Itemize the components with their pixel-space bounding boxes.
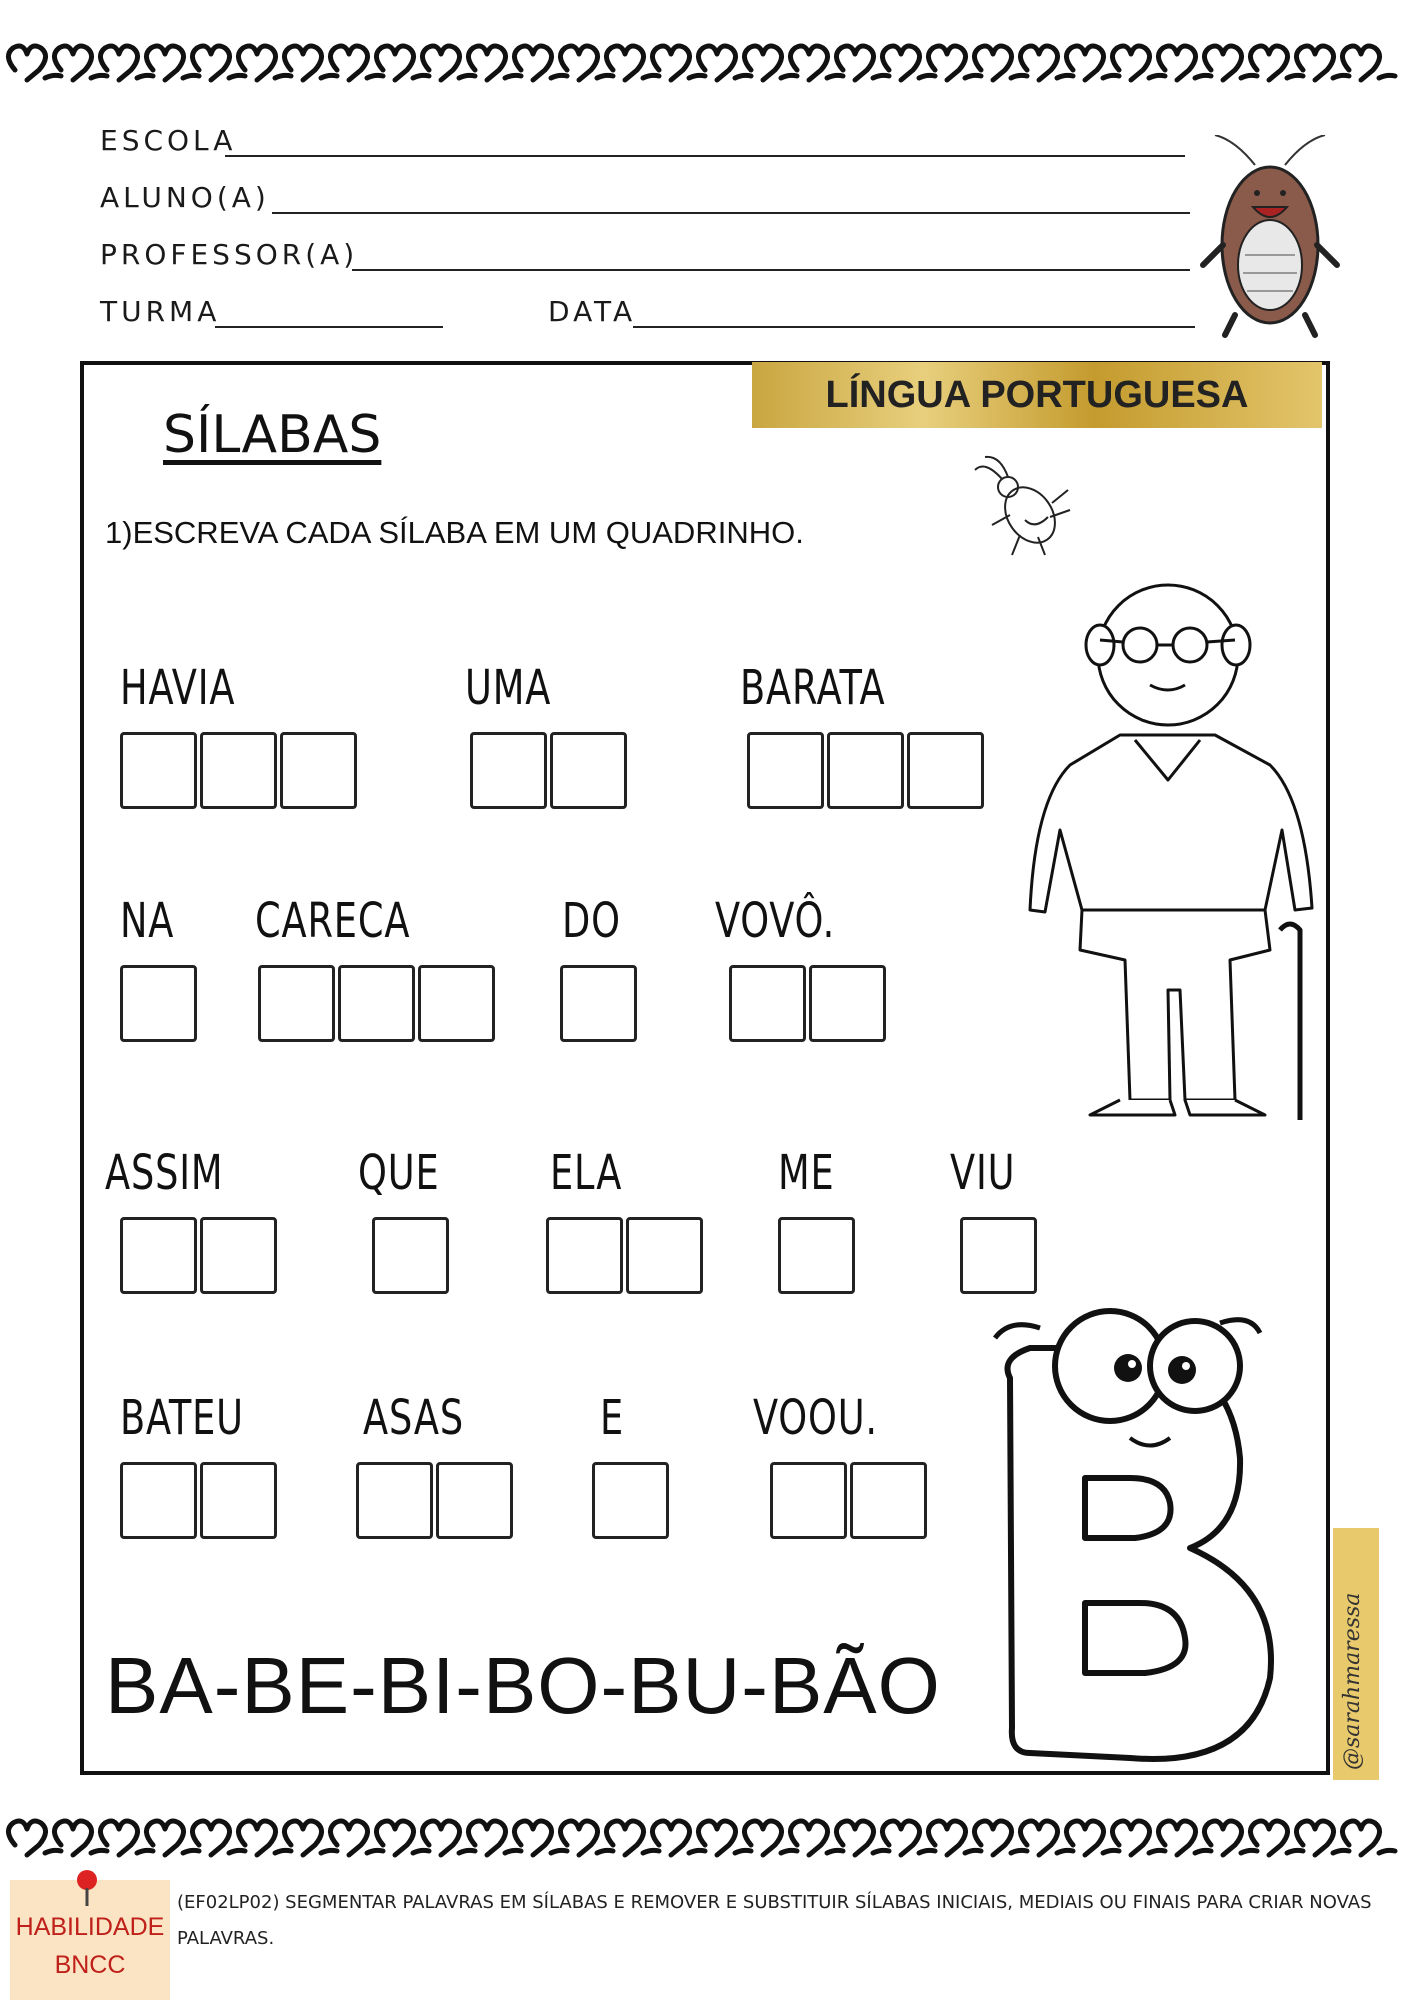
syllable-box-group [120,965,200,1042]
syllable-box-group [258,965,498,1042]
syllable-box[interactable] [550,732,627,809]
syllable-box[interactable] [809,965,886,1042]
page-title: SÍLABAS [163,405,382,465]
word-label: VIU [950,1145,1016,1201]
word-label: BATEU [120,1390,244,1446]
syllable-box[interactable] [560,965,637,1042]
syllable-box[interactable] [120,1217,197,1294]
author-credit: @sarahmaressa [1340,1592,1365,1770]
word-label: HAVIA [120,660,236,716]
word-label: BARATA [740,660,886,716]
word-label: ELA [550,1145,623,1201]
syllable-box[interactable] [546,1217,623,1294]
professor-label: PROFESSOR(A) [100,238,359,271]
escola-field[interactable] [225,155,1185,157]
cockroach-mascot-icon [1195,135,1345,340]
syllable-box[interactable] [258,965,335,1042]
word-label: VOVÔ. [715,893,836,949]
turma-field[interactable] [215,326,443,328]
syllable-box-group [356,1462,516,1539]
syllable-box-group [546,1217,706,1294]
syllable-box[interactable] [770,1462,847,1539]
word-label: CARECA [255,893,411,949]
aluno-label: ALUNO(A) [100,181,270,214]
aluno-field[interactable] [272,212,1190,214]
syllable-box[interactable] [120,965,197,1042]
subject-tag [752,362,1322,428]
bncc-note [10,1880,170,2000]
word-label: VOOU. [753,1390,878,1446]
syllable-box[interactable] [280,732,357,809]
syllable-box[interactable] [436,1462,513,1539]
bncc-label-line2: BNCC [54,1951,126,1979]
syllable-box[interactable] [592,1462,669,1539]
word-label: ASAS [363,1390,464,1446]
syllable-box-group [778,1217,858,1294]
syllable-box-group [770,1462,930,1539]
syllable-box[interactable] [827,732,904,809]
heart-border-top [0,30,1414,100]
word-label: DO [562,893,621,949]
heart-border-bottom [0,1805,1414,1875]
beetle-doodle-icon [970,455,1090,565]
syllable-box-group [729,965,889,1042]
syllable-box[interactable] [356,1462,433,1539]
syllable-family: BA-BE-BI-BO-BU-BÃO [105,1641,941,1730]
syllable-box-group [470,732,630,809]
syllable-box[interactable] [470,732,547,809]
syllable-box[interactable] [626,1217,703,1294]
letter-b-mascot [990,1298,1330,1768]
syllable-box[interactable] [960,1217,1037,1294]
syllable-box-group [560,965,640,1042]
word-label: ME [778,1145,835,1201]
syllable-box-group [120,1217,280,1294]
word-label: E [600,1390,625,1446]
grandfather-illustration [1000,570,1330,1130]
syllable-box[interactable] [338,965,415,1042]
data-label: DATA [548,295,637,328]
word-label: NA [120,893,175,949]
syllable-box[interactable] [372,1217,449,1294]
professor-field[interactable] [352,269,1190,271]
word-label: UMA [465,660,552,716]
syllable-box[interactable] [418,965,495,1042]
subject-tag-text: LÍNGUA PORTUGUESA [825,374,1249,416]
pushpin-icon [72,1868,102,1908]
syllable-box[interactable] [850,1462,927,1539]
bncc-description: (EF02LP02) SEGMENTAR PALAVRAS EM SÍLABAS E REMOVER E SUBSTITUIR SÍLABAS INICIAIS, MEDIAIS OU FINAIS PARA CRIAR NOVAS PALAVRAS. [177,1892,1372,1949]
escola-label: ESCOLA [100,124,237,157]
turma-label: TURMA [100,295,221,328]
syllable-box[interactable] [907,732,984,809]
bncc-label-line1: HABILIDADE [15,1913,165,1941]
syllable-box[interactable] [778,1217,855,1294]
syllable-box-group [120,732,360,809]
syllable-box[interactable] [120,1462,197,1539]
syllable-box[interactable] [747,732,824,809]
instruction-text: 1)ESCREVA CADA SÍLABA EM UM QUADRINHO. [105,515,804,550]
syllable-box-group [120,1462,280,1539]
syllable-box-group [960,1217,1040,1294]
syllable-box-group [372,1217,452,1294]
syllable-box[interactable] [200,1462,277,1539]
syllable-box-group [592,1462,672,1539]
syllable-box-group [747,732,987,809]
data-field[interactable] [633,326,1195,328]
syllable-box[interactable] [729,965,806,1042]
syllable-box[interactable] [200,1217,277,1294]
syllable-box[interactable] [200,732,277,809]
word-label: ASSIM [105,1145,224,1201]
syllable-box[interactable] [120,732,197,809]
word-label: QUE [358,1145,440,1201]
